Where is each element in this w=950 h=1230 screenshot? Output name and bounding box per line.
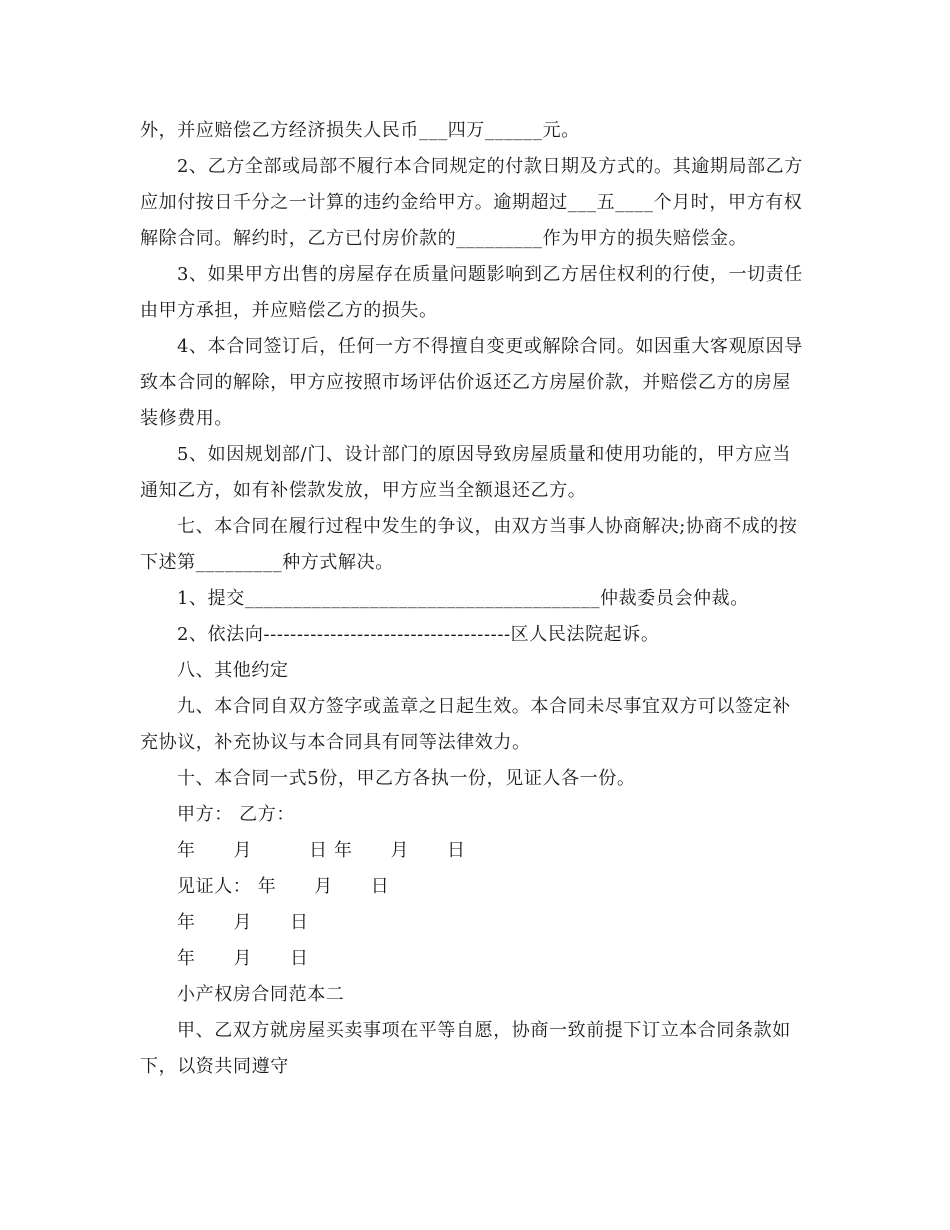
text-line: 八、其他约定 — [177, 660, 289, 681]
text-line: 通知乙方，如有补偿款发放，甲方应当全额退还乙方。 — [140, 480, 587, 501]
text-line: 年 月 日 — [177, 948, 309, 969]
text-line: 5、如因规划部/门、设计部门的原因导致房屋质量和使用功能的，甲方应当 — [177, 444, 791, 465]
text-line: 致本合同的解除，甲方应按照市场评估价返还乙方房屋价款，并赔偿乙方的房屋 — [140, 372, 791, 393]
text-line: 年 月 日 年 月 日 — [177, 840, 466, 861]
text-line: 甲方： 乙方： — [177, 804, 295, 825]
text-line: 九、本合同自双方签字或盖章之日起生效。本合同未尽事宜双方可以签定补 — [177, 696, 791, 717]
text-line: 下述第_________种方式解决。 — [140, 552, 394, 573]
text-line: 由甲方承担，并应赔偿乙方的损失。 — [140, 300, 438, 321]
text-line: 见证人： 年 月 日 — [177, 876, 390, 897]
text-line: 3、如果甲方出售的房屋存在质量问题影响到乙方居住权利的行使，一切责任 — [177, 264, 803, 285]
text-line: 2、依法向-------------------------------------区人民法院起诉。 — [177, 624, 660, 645]
text-line: 装修费用。 — [140, 408, 233, 429]
text-line: 甲、乙双方就房屋买卖事项在平等自愿，协商一致前提下订立本合同条款如 — [177, 1020, 791, 1041]
text-line: 1、提交_____________________________________仲裁委员会仲裁。 — [177, 588, 749, 609]
text-line: 4、本合同签订后，任何一方不得擅自变更或解除合同。如因重大客观原因导 — [177, 336, 803, 357]
text-line: 十、本合同一式5份，甲乙方各执一份，见证人各一份。 — [177, 768, 636, 789]
text-line: 外，并应赔偿乙方经济损失人民币___四万______元。 — [140, 120, 580, 141]
text-line: 充协议，补充协议与本合同具有同等法律效力。 — [140, 732, 531, 753]
text-line: 七、本合同在履行过程中发生的争议，由双方当事人协商解决;协商不成的按 — [177, 516, 798, 537]
text-line: 解除合同。解约时，乙方已付房价款的_________作为甲方的损失赔偿金。 — [140, 228, 748, 249]
text-line: 下，以资共同遵守 — [140, 1056, 289, 1077]
text-line: 小产权房合同范本二 — [177, 984, 345, 1005]
text-line: 2、乙方全部或局部不履行本合同规定的付款日期及方式的。其逾期局部乙方 — [177, 156, 803, 177]
text-line: 应加付按日千分之一计算的违约金给甲方。逾期超过___五____个月时，甲方有权 — [140, 192, 803, 213]
text-line: 年 月 日 — [177, 912, 309, 933]
